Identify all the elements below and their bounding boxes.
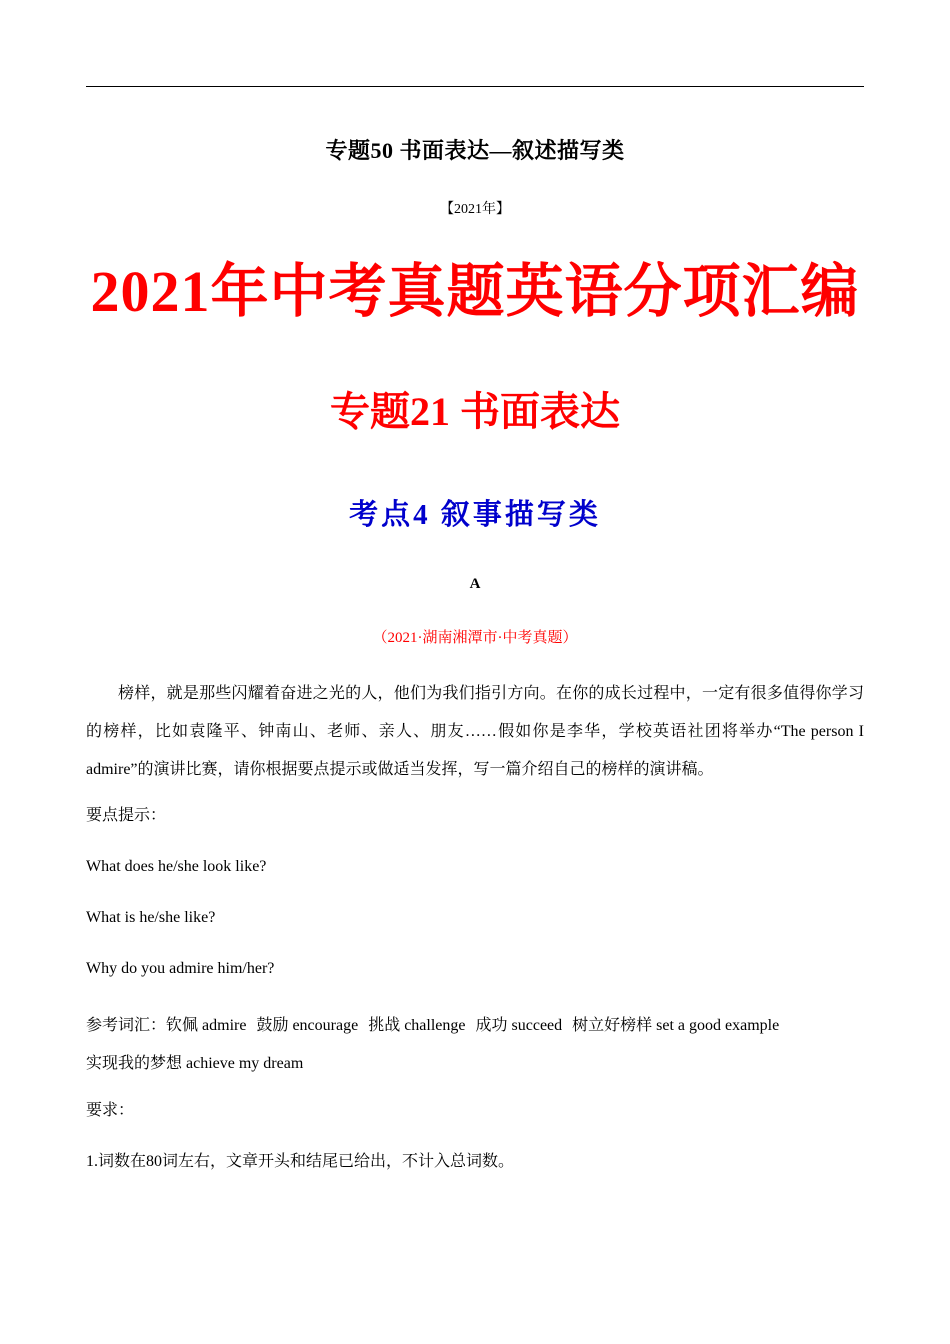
intro-paragraph: 榜样，就是那些闪耀着奋进之光的人，他们为我们指引方向。在你的成长过程中，一定有很多值得你学习的榜样，比如袁隆平、钟南山、老师、亲人、朋友……假如你是李华，学校英语社团将举办“The person I admire”的演讲比赛，请你根据要点提示或做适当发挥，写一篇介绍自己的榜样的演讲稿。	[86, 685, 864, 778]
vocab-item: 鼓励 encourage	[256, 1017, 359, 1034]
vocab-item: 成功 succeed	[475, 1017, 563, 1034]
vocab-item: 挑战 challenge	[368, 1017, 466, 1034]
point-item: What is he/she like?	[86, 909, 216, 926]
points-label: 要点提示：	[86, 807, 167, 824]
requirement-item: 1.词数在80词左右，文章开头和结尾已给出，不计入总词数。	[86, 1153, 515, 1170]
vocab-item: 钦佩 admire	[166, 1017, 247, 1034]
section-letter: A	[469, 576, 481, 592]
header-rule	[86, 86, 864, 87]
vocab-label: 参考词汇：	[86, 1017, 167, 1034]
vocab-item: 树立好榜样 set a good example	[572, 1017, 780, 1034]
point-title: 考点4 叙事描写类	[349, 499, 601, 531]
year-tag: 【2021年】	[440, 202, 510, 217]
subject-title: 专题50 书面表达—叙述描写类	[325, 138, 625, 163]
question-source: （2021·湖南湘潭市·中考真题）	[372, 630, 578, 646]
point-item: What does he/she look like?	[86, 858, 267, 875]
topic-title: 专题21 书面表达	[330, 389, 620, 434]
main-title: 2021年中考真题英语分项汇编	[90, 259, 860, 324]
vocab-block	[86, 1007, 864, 1083]
requirements-label: 要求：	[86, 1102, 135, 1119]
vocab-item: 实现我的梦想 achieve my dream	[86, 1055, 304, 1072]
point-item: Why do you admire him/her?	[86, 960, 275, 977]
